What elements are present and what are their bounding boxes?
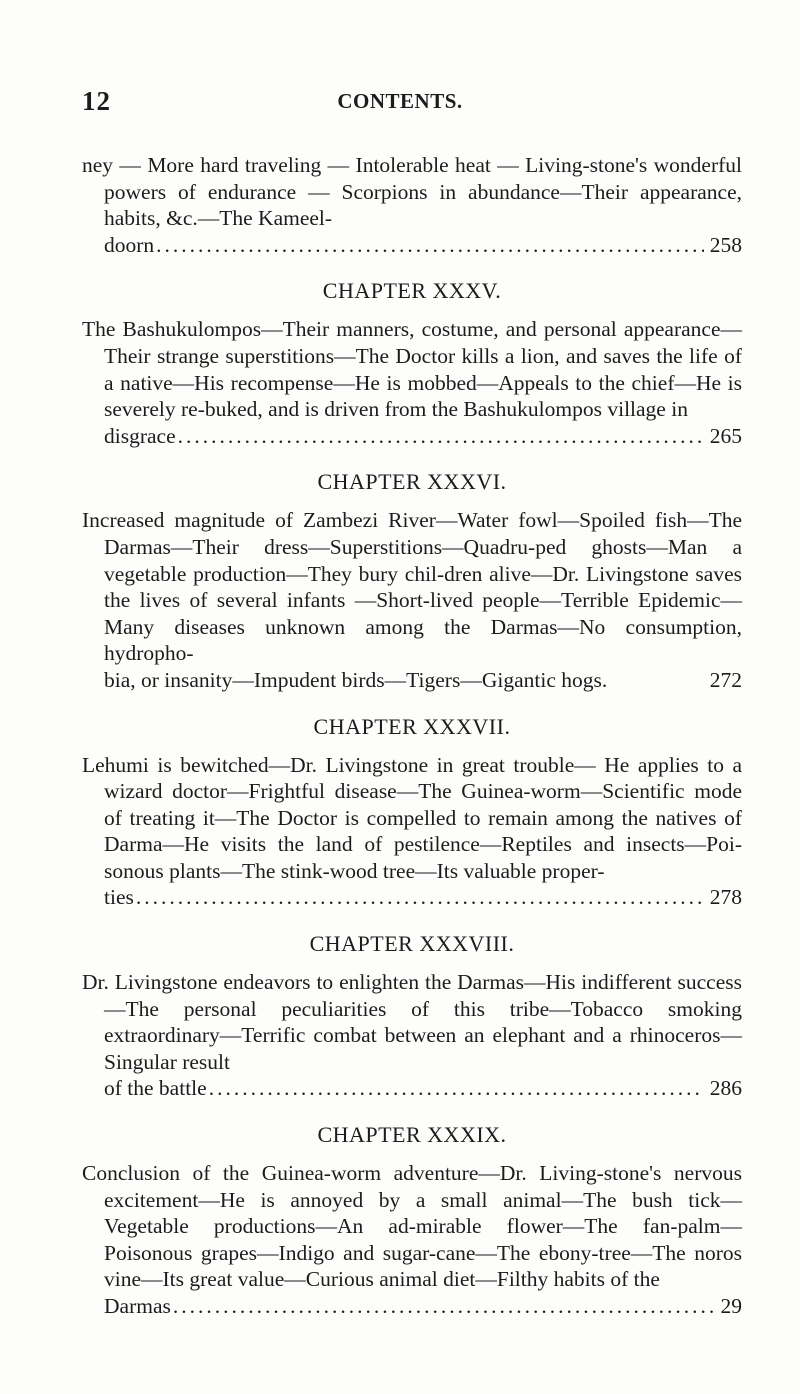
chapter-summary: The Bashukulompos—Their manners, costume, and personal appearance—Their strange superstitions—The Doctor kills a lion, and saves the life of a native—His recompense—He is mobbed—Appeals to the chief—He is severely re-buked, and is driven from the Bashukulompos village in	[82, 317, 742, 422]
chapter-summary-end: of the battle	[104, 1076, 207, 1101]
leader-line	[104, 1075, 742, 1102]
chapter-heading: CHAPTER XXXVII.	[313, 713, 511, 739]
chapter-summary-end: bia, or insanity—Impudent birds—Tigers—Gigantic hogs.	[104, 667, 608, 692]
chapter-summary-end: doorn	[104, 232, 155, 257]
chapter-heading: CHAPTER XXXV.	[322, 278, 502, 304]
chapter-heading: CHAPTER XXXVIII.	[309, 931, 515, 957]
contents-section-chapter-35	[82, 278, 742, 449]
dot-leader	[209, 1075, 704, 1102]
leader-line	[104, 423, 742, 450]
dot-leader	[178, 423, 704, 450]
dot-leader	[173, 1293, 715, 1320]
contents-entry	[82, 152, 742, 258]
page-reference: 278	[709, 885, 742, 910]
dot-leader	[136, 884, 704, 911]
page-number: 12	[82, 86, 111, 116]
contents-entry	[82, 752, 742, 912]
chapter-summary-end: disgrace	[104, 423, 176, 448]
chapter-summary-end: ties	[104, 885, 134, 910]
contents-entry	[82, 316, 742, 449]
chapter-summary: Conclusion of the Guinea-worm adventure—Dr. Living-stone's nervous excitement—He is annoyed by a small animal—The bush tick—Vegetable productions—An ad-mirable flower—The fan-palm—Poisonous grapes—Indigo and sugar-cane—The ebony-tree—The noros vine—Its great value—Curious animal diet—Filthy habits of the	[82, 1161, 742, 1292]
page-reference: 286	[709, 1076, 742, 1101]
chapter-summary: Lehumi is bewitched—Dr. Livingstone in great trouble— He applies to a wizard doctor—Frightful disease—The Guinea-worm—Scientific mode of treating it—The Doctor is compelled to remain among the natives of Darma—He visits the land of pestilence—Reptiles and insects—Poi-sonous plants—The stink-wood tree—Its valuable proper-	[82, 752, 742, 883]
page-reference: 258	[709, 232, 742, 257]
page-reference: 272	[709, 667, 742, 692]
chapter-summary: ney — More hard traveling — Intolerable heat — Living-stone's wonderful powers of endurance — Scorpions in abundance—Their appearance, habits, &c.—The Kameel-	[82, 153, 742, 231]
leader-line	[104, 1293, 742, 1320]
chapter-summary: Increased magnitude of Zambezi River—Water fowl—Spoiled fish—The Darmas—Their dress—Superstitions—Quadru-ped ghosts—Man a vegetable production—They bury chil-dren alive—Dr. Livingstone saves the lives of several infants —Short-lived people—Terrible Epidemic—Many diseases unknown among the Darmas—No consumption, hydropho-	[82, 508, 742, 666]
page-reference: 265	[709, 423, 742, 448]
running-head	[0, 86, 800, 116]
chapter-summary-end: Darmas	[104, 1294, 171, 1318]
chapter-summary: Dr. Livingstone endeavors to enlighten the Darmas—His indifferent success—The personal peculiarities of this tribe—Tobacco smoking extraordinary—Terrific combat between an elephant and a rhinoceros—Singular result	[82, 970, 742, 1074]
leader-line	[104, 667, 742, 694]
contents-entry	[82, 969, 742, 1102]
contents-section-continued	[82, 152, 742, 258]
contents-section-chapter-36	[82, 469, 742, 693]
leader-line	[104, 232, 742, 259]
contents-entry	[82, 507, 742, 693]
running-title: CONTENTS.	[337, 89, 463, 113]
contents-section-chapter-38	[82, 931, 742, 1102]
page-reference: 29	[720, 1294, 742, 1318]
leader-line	[104, 884, 742, 911]
chapter-heading: CHAPTER XXXIX.	[317, 1122, 507, 1148]
dot-leader	[156, 232, 704, 259]
chapter-heading: CHAPTER XXXVI.	[317, 469, 507, 495]
contents-entry	[82, 1160, 742, 1320]
contents-list	[82, 152, 742, 1320]
contents-section-chapter-37	[82, 714, 742, 912]
contents-section-chapter-39	[82, 1122, 742, 1320]
